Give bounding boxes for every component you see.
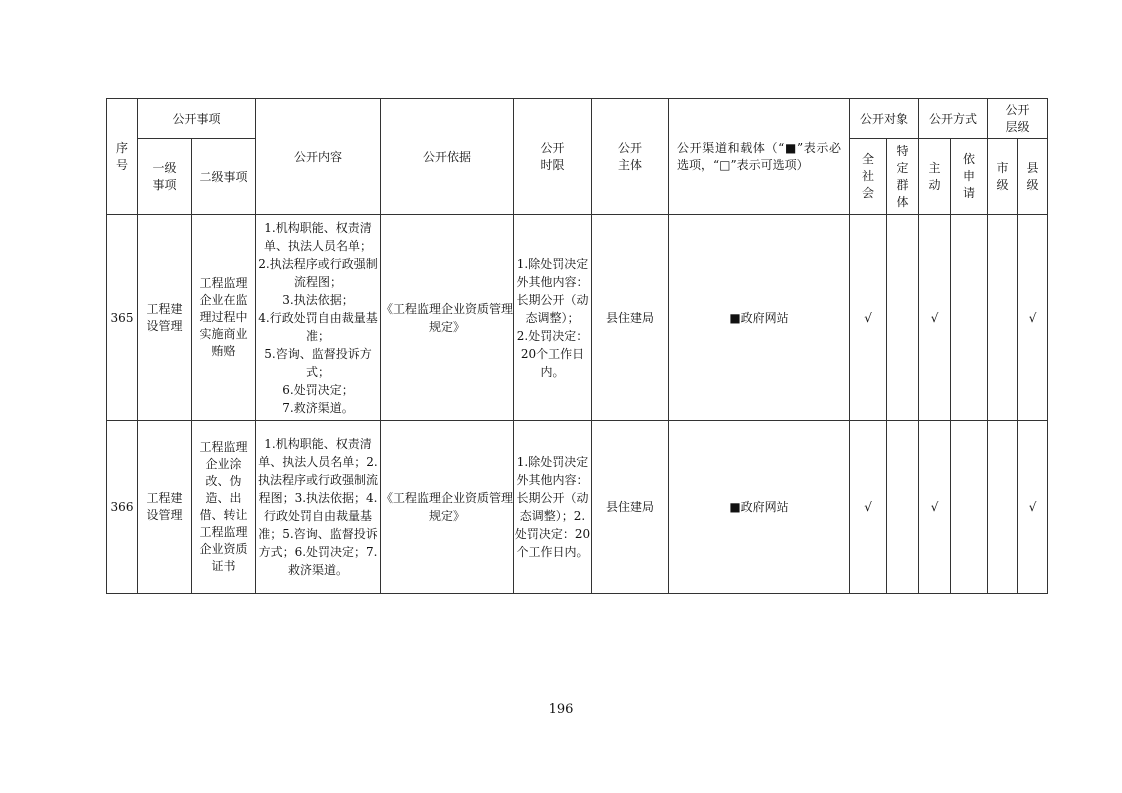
header-target-all-cell [850,139,887,215]
header-method-group: 公开方式 [919,99,988,139]
row-target-specific [887,215,919,421]
row-level-county: √ [1018,215,1048,421]
row-level2: 工程监理企业在监理过程中实施商业贿赂 [199,276,248,358]
header-level1: 一级事项 [152,160,177,192]
header-level-county-cell [1018,139,1048,215]
header-method-active: 主动 [928,160,941,192]
table-row [107,421,1048,594]
header-channel-cell [669,99,850,215]
row-content [256,215,381,421]
row-target-all: √ [850,421,887,594]
row-level1: 工程建设管理 [146,301,183,333]
row-method-active: √ [919,421,951,594]
row-subject: 县住建局 [592,421,669,594]
disclosure-table [106,98,1048,594]
row-seq: 366 [107,421,138,594]
header-method-active-cell [919,139,951,215]
header-target-all: 全社会 [862,152,875,200]
row-level-city [988,215,1018,421]
row-channel: ■政府网站 [669,421,850,594]
content-item: 6.处罚决定； [282,382,354,397]
header-level-group: 公开层级 [1005,102,1030,134]
header-channel: 公开渠道和载体（“■”表示必选项，“□”表示可选项） [677,140,842,172]
row-level2-cell [192,421,256,594]
header-level1-cell [138,139,192,215]
row-level1-cell [138,421,192,594]
time-limit-item: 1.除处罚决定外其他内容：长期公开（动态调整）； [516,256,589,325]
header-subject: 公开主体 [618,140,643,172]
header-level-county: 县级 [1026,160,1039,192]
header-method-request-cell [951,139,988,215]
content-item: 2.执法程序或行政强制流程图； [258,256,378,289]
header-level-city-cell [988,139,1018,215]
header-target-specific-cell [887,139,919,215]
row-seq: 365 [107,215,138,421]
row-method-request [951,215,988,421]
row-time-limit [514,421,592,594]
header-matter-group: 公开事项 [138,99,256,139]
header-row-1 [107,99,1048,139]
row-level-city [988,421,1018,594]
row-target-specific [887,421,919,594]
time-limit-item: 1.除处罚决定外其他内容：长期公开（动态调整）；2.处罚决定：20个工作日内。 [514,455,591,559]
header-time-limit-cell [514,99,592,215]
header-basis: 公开依据 [381,99,514,215]
row-level-county: √ [1018,421,1048,594]
content-item: 7.救济渠道。 [282,400,354,415]
row-basis: 《工程监理企业资质管理规定》 [381,215,514,421]
header-target-group: 公开对象 [850,99,919,139]
row-level1: 工程建设管理 [146,491,183,522]
header-subject-cell [592,99,669,215]
header-seq-cell [107,99,138,215]
content-item: 3.执法依据； [282,292,354,307]
row-level1-cell [138,215,192,421]
header-level-city: 市级 [996,160,1009,192]
header-method-request: 依申请 [963,152,976,200]
content-item: 1.机构职能、权责清单、执法人员名单；2.执法程序或行政强制流程图；3.执法依据；4.行政处罚自由裁量基准；5.咨询、监督投诉方式；6.处罚决定；7.救济渠道。 [258,437,379,577]
row-method-request [951,421,988,594]
row-level2-cell [192,215,256,421]
table-row [107,215,1048,421]
row-basis: 《工程监理企业资质管理规定》 [381,421,514,594]
content-item: 5.咨询、监督投诉方式； [264,346,372,379]
header-level-group-cell [988,99,1048,139]
content-item: 4.行政处罚自由裁量基准； [258,310,378,343]
time-limit-item: 2.处罚决定：20个工作日内。 [516,328,589,379]
row-subject: 县住建局 [592,215,669,421]
row-channel: ■政府网站 [669,215,850,421]
content-item: 1.机构职能、权责清单、执法人员名单； [264,220,373,253]
row-method-active: √ [919,215,951,421]
row-time-limit [514,215,592,421]
header-level2: 二级事项 [192,139,256,215]
row-level2: 工程监理企业涂改、伪造、出借、转让工程监理企业资质证书 [199,440,248,573]
row-target-all: √ [850,215,887,421]
row-content [256,421,381,594]
header-time-limit: 公开时限 [540,140,565,172]
header-target-specific: 特定群体 [896,143,909,209]
header-seq: 序号 [115,140,128,172]
page-number: 196 [548,702,574,717]
header-content: 公开内容 [256,99,381,215]
